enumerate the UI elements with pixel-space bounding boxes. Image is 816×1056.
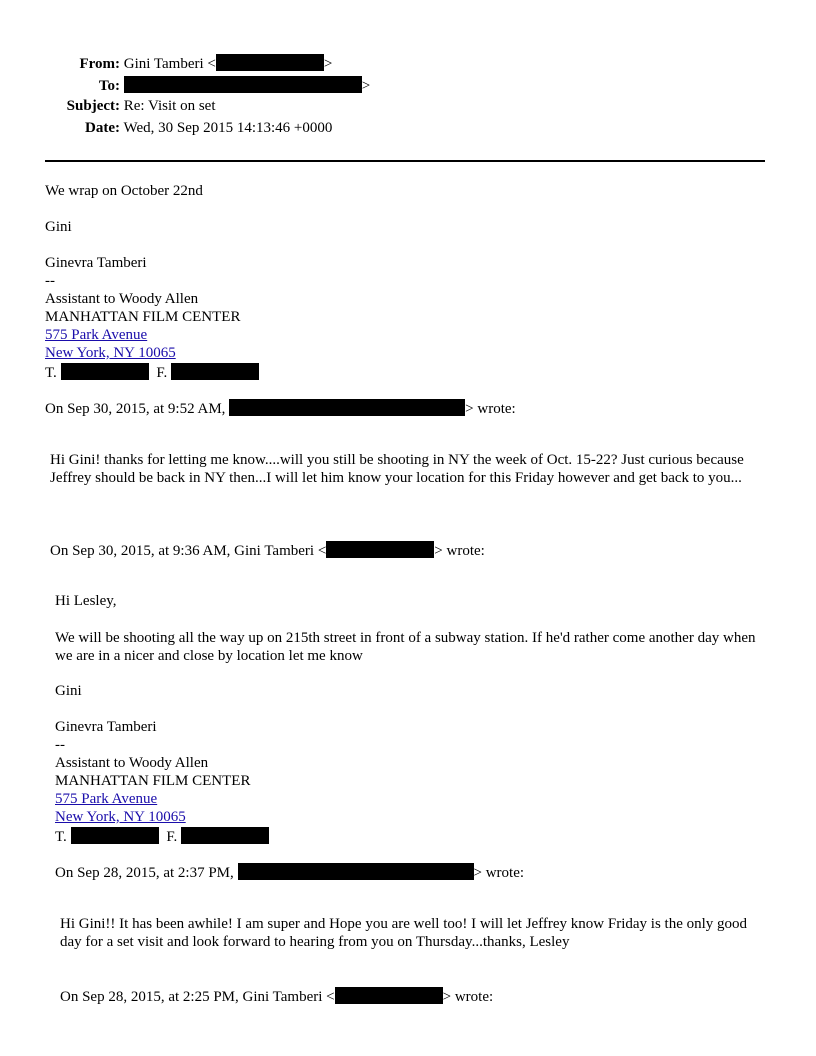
quoted-greeting: Hi Lesley, — [55, 593, 117, 609]
quoted-message: We will be shooting all the way up on 215th street in front of a subway station. If he'd rather come another day when we are in a nicer and close by location let me know — [55, 630, 756, 664]
redaction-bar — [238, 863, 474, 880]
signature-title: Assistant to Woody Allen — [45, 291, 199, 307]
quote-header-prefix: On Sep 30, 2015, at 9:52 AM, — [45, 401, 226, 417]
quoted-message: Hi Gini! thanks for letting me know....will you still be shooting in NY the week of Oct. 15-22? Just curious because Jeffrey should be back in NY then...I will let him know your location for this Friday however and get back to you... — [50, 452, 744, 486]
redaction-bar — [326, 541, 434, 558]
redaction-bar — [229, 399, 465, 416]
quote-header-suffix: > wrote: — [434, 543, 485, 559]
signature-dash: -- — [45, 273, 55, 289]
date-row — [40, 120, 332, 137]
signature-full-name: Ginevra Tamberi — [55, 719, 157, 735]
date-value: Wed, 30 Sep 2015 14:13:46 +0000 — [123, 120, 333, 136]
signature-dash: -- — [55, 737, 65, 753]
city-link[interactable]: New York, NY 10065 — [45, 345, 176, 361]
city-link[interactable]: New York, NY 10065 — [55, 809, 186, 825]
quote-header-prefix: On Sep 30, 2015, at 9:36 AM, Gini Tamberi < — [50, 543, 327, 559]
address-link[interactable]: 575 Park Avenue — [45, 327, 148, 343]
subject-label: Subject: — [66, 98, 120, 114]
message-line: We wrap on October 22nd — [45, 183, 203, 199]
quote-header — [50, 541, 485, 560]
redaction-bar — [335, 987, 443, 1004]
signature-phone-row — [55, 827, 269, 846]
fax-label: F. — [156, 365, 168, 381]
to-label: To: — [98, 78, 120, 94]
date-label: Date: — [85, 120, 120, 136]
phone-label: T. — [45, 365, 57, 381]
subject-row — [40, 98, 216, 115]
quote-header-prefix: On Sep 28, 2015, at 2:25 PM, Gini Tamberi < — [60, 989, 335, 1005]
quote-header — [60, 987, 493, 1006]
redaction-bar — [216, 54, 324, 71]
signature-title: Assistant to Woody Allen — [55, 755, 209, 771]
redaction-bar — [71, 827, 159, 844]
quote-header-prefix: On Sep 28, 2015, at 2:37 PM, — [55, 865, 234, 881]
quote-header-suffix: > wrote: — [442, 989, 494, 1005]
quoted-message: Hi Gini!! It has been awhile! I am super and Hope you are well too! I will let Jeffrey know Friday is the only good day for a set visit and look forward to hearing from you on Thursday...thanks, Lesley — [60, 916, 748, 950]
address-link[interactable]: 575 Park Avenue — [55, 791, 158, 807]
phone-label: T. — [55, 829, 67, 845]
signature-company: MANHATTAN FILM CENTER — [45, 309, 241, 325]
redaction-bar — [61, 363, 149, 380]
from-close: > — [323, 56, 333, 72]
signature-full-name: Ginevra Tamberi — [45, 255, 147, 271]
quote-header-suffix: > wrote: — [473, 865, 525, 881]
redaction-bar — [181, 827, 269, 844]
from-name: Gini Tamberi < — [123, 56, 216, 72]
redaction-bar — [171, 363, 259, 380]
to-row — [40, 76, 370, 95]
quote-header-suffix: > wrote: — [465, 401, 516, 417]
signature-first-name: Gini — [45, 219, 72, 235]
header-divider — [45, 160, 765, 162]
redaction-bar — [124, 76, 362, 93]
subject-value: Re: Visit on set — [123, 98, 216, 114]
signature-first-name: Gini — [55, 683, 82, 699]
signature-company: MANHATTAN FILM CENTER — [55, 773, 251, 789]
fax-label: F. — [166, 829, 178, 845]
quote-header — [45, 399, 516, 418]
to-close: > — [361, 78, 371, 94]
quote-header — [55, 863, 524, 882]
from-label: From: — [79, 56, 120, 72]
from-row — [40, 54, 332, 73]
signature-phone-row — [45, 363, 259, 382]
